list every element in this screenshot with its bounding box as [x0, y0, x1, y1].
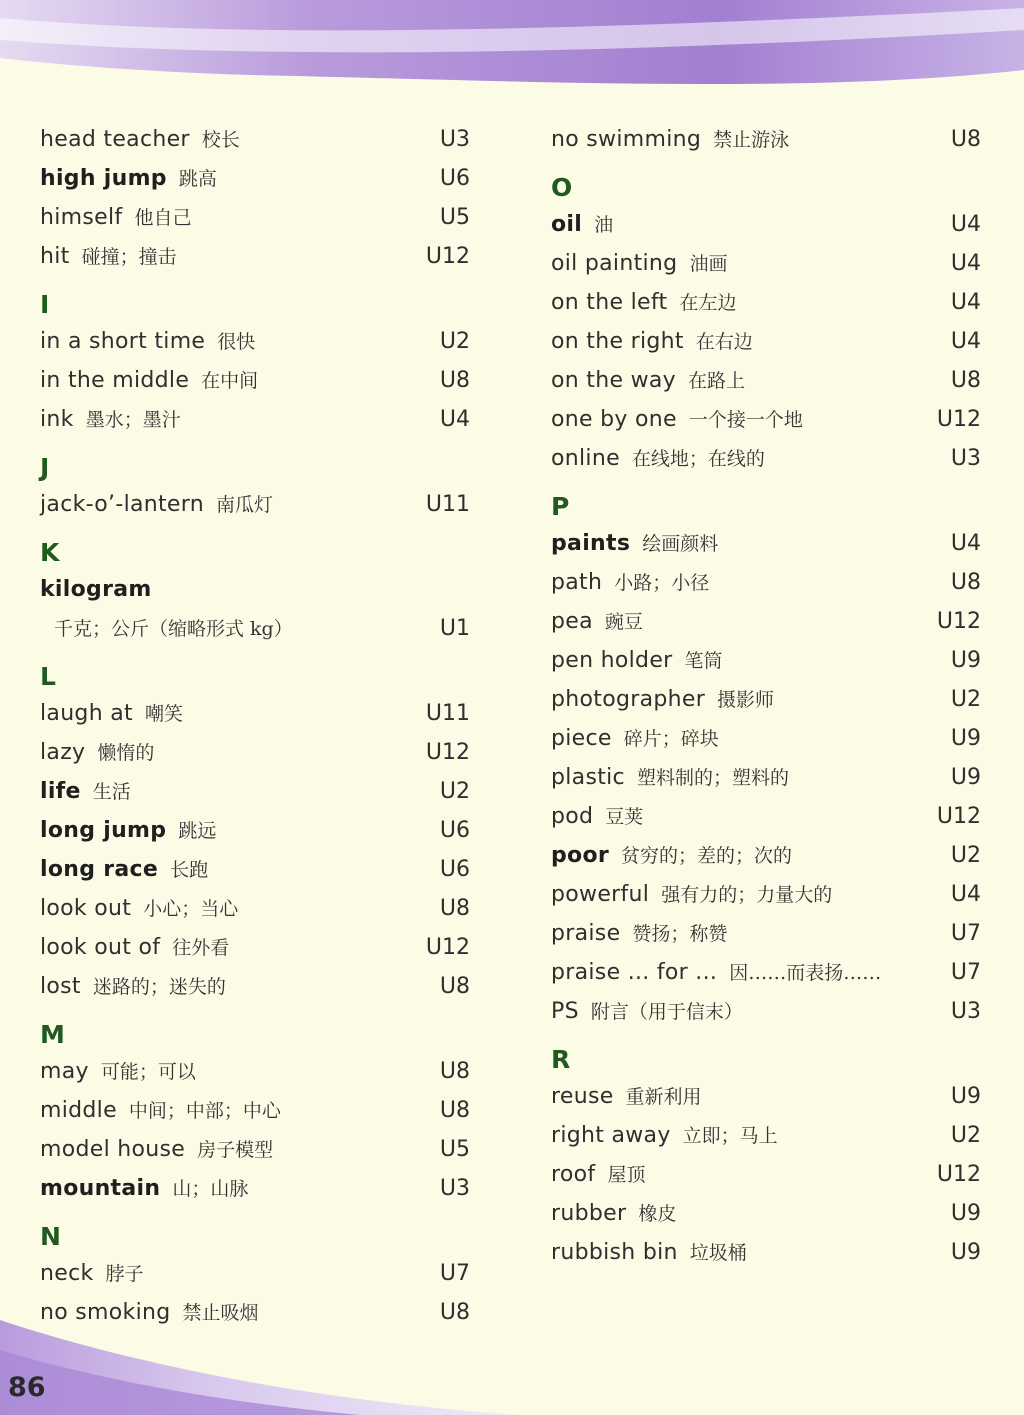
entry-translation: 贫穷的；差的；次的: [621, 845, 793, 867]
entry-translation: 油: [594, 214, 614, 236]
entry-unit: U3: [950, 446, 981, 471]
entry-translation: 往外看: [172, 937, 230, 959]
entry-word: no swimming: [551, 127, 702, 152]
entry-word: jack-o’-lantern: [40, 492, 204, 517]
entry-word: laugh at: [40, 701, 133, 726]
entry-word: poor: [551, 843, 610, 868]
entry-word: one by one: [551, 407, 677, 432]
entry-word: piece: [551, 726, 612, 751]
entry-word: look out: [40, 896, 132, 921]
glossary-entry: [40, 772, 470, 811]
entry-word: praise: [551, 921, 621, 946]
entry-word: hit: [40, 244, 70, 269]
entry-translation: 绘画颜料: [642, 533, 719, 555]
glossary-entry: [551, 719, 981, 758]
entry-unit: U2: [950, 687, 981, 712]
glossary-entry: [551, 322, 981, 361]
glossary-entry: [551, 953, 981, 992]
entry-word: mountain: [40, 1176, 161, 1201]
entry-word: path: [551, 570, 603, 595]
entry-unit: U9: [950, 765, 981, 790]
glossary-entry: [40, 570, 470, 609]
entry-unit: U12: [936, 407, 981, 432]
entry-translation: 跳高: [178, 168, 217, 190]
entry-translation: 豆荚: [605, 806, 644, 828]
entry-unit: U8: [950, 570, 981, 595]
entry-translation: 小路；小径: [614, 572, 710, 594]
entry-word: pod: [551, 804, 594, 829]
entry-unit: U12: [936, 1162, 981, 1187]
glossary-entry: [40, 850, 470, 889]
entry-translation: 附言（用于信末）: [590, 1001, 743, 1023]
entry-unit: U5: [439, 1137, 470, 1162]
glossary-entry: [551, 1155, 981, 1194]
entry-unit: U1: [439, 616, 470, 641]
entry-word: long race: [40, 857, 159, 882]
entry-word: neck: [40, 1261, 94, 1286]
entry-translation: 懒惰的: [97, 742, 155, 764]
entry-word: high jump: [40, 166, 167, 191]
entry-unit: U2: [950, 1123, 981, 1148]
glossary-entry: [40, 811, 470, 850]
glossary-entry: [40, 1293, 470, 1332]
entry-translation: 千克；公斤（缩略形式 kg）: [54, 618, 293, 640]
glossary-entry: [40, 1052, 470, 1091]
glossary-entry: [551, 602, 981, 641]
entry-translation: 在左边: [679, 292, 737, 314]
glossary-entry: [551, 992, 981, 1031]
glossary-entry: [40, 694, 470, 733]
entry-unit: U12: [425, 244, 470, 269]
entry-word: reuse: [551, 1084, 614, 1109]
letter-heading: O: [551, 173, 573, 202]
entry-unit: U12: [936, 804, 981, 829]
glossary-entry: [551, 1116, 981, 1155]
entry-unit: U11: [425, 701, 470, 726]
entry-translation: 强有力的；力量大的: [661, 884, 833, 906]
glossary-entry: [551, 120, 981, 159]
glossary-entry: [40, 485, 470, 524]
glossary-entry: [551, 641, 981, 680]
entry-word: pen holder: [551, 648, 673, 673]
glossary-entry: [40, 361, 470, 400]
entry-unit: U4: [950, 290, 981, 315]
entry-word: pea: [551, 609, 593, 634]
entry-translation: 禁止游泳: [713, 129, 790, 151]
entry-unit: U5: [439, 205, 470, 230]
entry-unit: U12: [936, 609, 981, 634]
glossary-entry: [551, 797, 981, 836]
decorative-top-band: [0, 0, 1024, 115]
glossary-entry: [551, 914, 981, 953]
entry-unit: U2: [950, 843, 981, 868]
letter-heading: R: [551, 1045, 571, 1074]
entry-word: life: [40, 779, 81, 804]
entry-translation: 南瓜灯: [215, 494, 273, 516]
letter-heading: M: [40, 1020, 65, 1049]
glossary-entry: [551, 205, 981, 244]
entry-word: no smoking: [40, 1300, 171, 1325]
entry-translation: 塑料制的；塑料的: [636, 767, 789, 789]
entry-translation: 摄影师: [717, 689, 775, 711]
entry-unit: U6: [439, 166, 470, 191]
entry-word: lost: [40, 974, 81, 999]
entry-word: himself: [40, 205, 123, 230]
entry-word: on the way: [551, 368, 676, 393]
entry-translation: 重新利用: [625, 1086, 702, 1108]
entry-unit: U4: [950, 882, 981, 907]
entry-unit: U7: [950, 921, 981, 946]
entry-unit: U8: [950, 127, 981, 152]
entry-unit: U12: [425, 740, 470, 765]
glossary-entry: [40, 198, 470, 237]
glossary-entry: [40, 889, 470, 928]
entry-word: head teacher: [40, 127, 190, 152]
entry-translation: 垃圾桶: [689, 1242, 747, 1264]
entry-unit: U8: [439, 1300, 470, 1325]
glossary-entry: [551, 836, 981, 875]
entry-unit: U9: [950, 1240, 981, 1265]
entry-unit: U12: [425, 935, 470, 960]
entry-unit: U4: [439, 407, 470, 432]
entry-translation: 碰撞；撞击: [81, 246, 177, 268]
glossary-right-column: [551, 120, 981, 1272]
entry-translation: 一个接一个地: [688, 409, 803, 431]
glossary-entry: [40, 733, 470, 772]
entry-unit: U9: [950, 648, 981, 673]
entry-unit: U3: [439, 127, 470, 152]
entry-translation: 立即；马上: [682, 1125, 778, 1147]
entry-translation: 他自己: [134, 207, 192, 229]
page-number: 86: [8, 1372, 46, 1403]
entry-unit: U8: [439, 1098, 470, 1123]
entry-word: on the right: [551, 329, 684, 354]
entry-translation: 跳远: [178, 820, 217, 842]
entry-unit: U9: [950, 726, 981, 751]
entry-word: in a short time: [40, 329, 206, 354]
entry-translation: 脖子: [105, 1263, 144, 1285]
glossary-entry: [40, 237, 470, 276]
entry-unit: U7: [950, 960, 981, 985]
glossary-entry: [551, 244, 981, 283]
glossary-entry: [551, 400, 981, 439]
entry-word: PS: [551, 999, 579, 1024]
entry-translation: 禁止吸烟: [182, 1302, 259, 1324]
letter-heading: L: [40, 662, 56, 691]
glossary-entry: [551, 1233, 981, 1272]
entry-word: rubbish bin: [551, 1240, 678, 1265]
glossary-entry: [551, 758, 981, 797]
glossary-entry: [40, 967, 470, 1006]
entry-unit: U4: [950, 212, 981, 237]
glossary-entry: [40, 1169, 470, 1208]
entry-word: model house: [40, 1137, 186, 1162]
letter-heading: N: [40, 1222, 61, 1251]
entry-unit: U2: [439, 779, 470, 804]
entry-unit: U6: [439, 857, 470, 882]
entry-unit: U8: [439, 368, 470, 393]
entry-word: long jump: [40, 818, 167, 843]
glossary-entry: [551, 1194, 981, 1233]
entry-unit: U8: [950, 368, 981, 393]
entry-translation: 在线地；在线的: [631, 448, 765, 470]
glossary-entry: [40, 400, 470, 439]
entry-word: look out of: [40, 935, 161, 960]
entry-translation: 赞扬；称赞: [632, 923, 728, 945]
entry-word: oil: [551, 212, 583, 237]
entry-word: lazy: [40, 740, 86, 765]
glossary-left-column: [40, 120, 470, 1332]
entry-translation: 房子模型: [197, 1139, 274, 1161]
glossary-entry: [551, 680, 981, 719]
entry-translation: 豌豆: [604, 611, 643, 633]
entry-word: right away: [551, 1123, 671, 1148]
glossary-entry: [40, 1091, 470, 1130]
glossary-entry: [40, 609, 470, 648]
entry-translation: 笔筒: [684, 650, 723, 672]
entry-unit: U8: [439, 896, 470, 921]
glossary-entry: [551, 283, 981, 322]
letter-heading: K: [40, 538, 60, 567]
entry-unit: U8: [439, 1059, 470, 1084]
glossary-entry: [551, 361, 981, 400]
glossary-entry: [40, 1130, 470, 1169]
entry-word: praise ... for ...: [551, 960, 718, 985]
entry-translation: 屋顶: [607, 1164, 646, 1186]
entry-translation: 很快: [217, 331, 256, 353]
glossary-entry: [40, 120, 470, 159]
entry-translation: 生活: [92, 781, 131, 803]
entry-translation: 因……而表扬……: [729, 962, 882, 984]
entry-unit: U4: [950, 531, 981, 556]
entry-translation: 山；山脉: [172, 1178, 249, 1200]
entry-word: in the middle: [40, 368, 190, 393]
entry-unit: U3: [439, 1176, 470, 1201]
entry-translation: 在路上: [688, 370, 746, 392]
entry-translation: 油画: [689, 253, 728, 275]
entry-unit: U11: [425, 492, 470, 517]
glossary-entry: [551, 524, 981, 563]
entry-translation: 长跑: [170, 859, 209, 881]
entry-translation: 中间；中部；中心: [128, 1100, 281, 1122]
glossary-entry: [551, 563, 981, 602]
glossary-entry: [40, 159, 470, 198]
entry-word: online: [551, 446, 620, 471]
glossary-entry: [40, 928, 470, 967]
letter-heading: J: [40, 453, 50, 482]
entry-word: photographer: [551, 687, 706, 712]
entry-word: middle: [40, 1098, 117, 1123]
entry-translation: 迷路的；迷失的: [92, 976, 226, 998]
entry-translation: 碎片；碎块: [623, 728, 719, 750]
glossary-entry: [551, 1077, 981, 1116]
glossary-entry: [551, 439, 981, 478]
entry-word: oil painting: [551, 251, 678, 276]
entry-word: powerful: [551, 882, 650, 907]
entry-unit: U7: [439, 1261, 470, 1286]
glossary-entry: [551, 875, 981, 914]
entry-word: ink: [40, 407, 74, 432]
entry-unit: U8: [439, 974, 470, 999]
entry-unit: U2: [439, 329, 470, 354]
entry-word: rubber: [551, 1201, 627, 1226]
entry-word: roof: [551, 1162, 596, 1187]
entry-word: paints: [551, 531, 631, 556]
glossary-entry: [40, 322, 470, 361]
entry-unit: U9: [950, 1084, 981, 1109]
entry-word: plastic: [551, 765, 625, 790]
entry-translation: 在中间: [201, 370, 259, 392]
entry-translation: 橡皮: [638, 1203, 677, 1225]
letter-heading: I: [40, 290, 50, 319]
entry-translation: 可能；可以: [100, 1061, 196, 1083]
entry-translation: 校长: [201, 129, 240, 151]
entry-translation: 小心；当心: [143, 898, 239, 920]
entry-translation: 在右边: [695, 331, 753, 353]
entry-unit: U4: [950, 329, 981, 354]
entry-translation: 墨水；墨汁: [85, 409, 181, 431]
letter-heading: P: [551, 492, 570, 521]
entry-unit: U4: [950, 251, 981, 276]
entry-translation: 嘲笑: [144, 703, 183, 725]
entry-unit: U6: [439, 818, 470, 843]
entry-word: may: [40, 1059, 89, 1084]
entry-word: on the left: [551, 290, 668, 315]
glossary-entry: [40, 1254, 470, 1293]
entry-unit: U9: [950, 1201, 981, 1226]
entry-unit: U3: [950, 999, 981, 1024]
entry-word: kilogram: [40, 577, 152, 602]
